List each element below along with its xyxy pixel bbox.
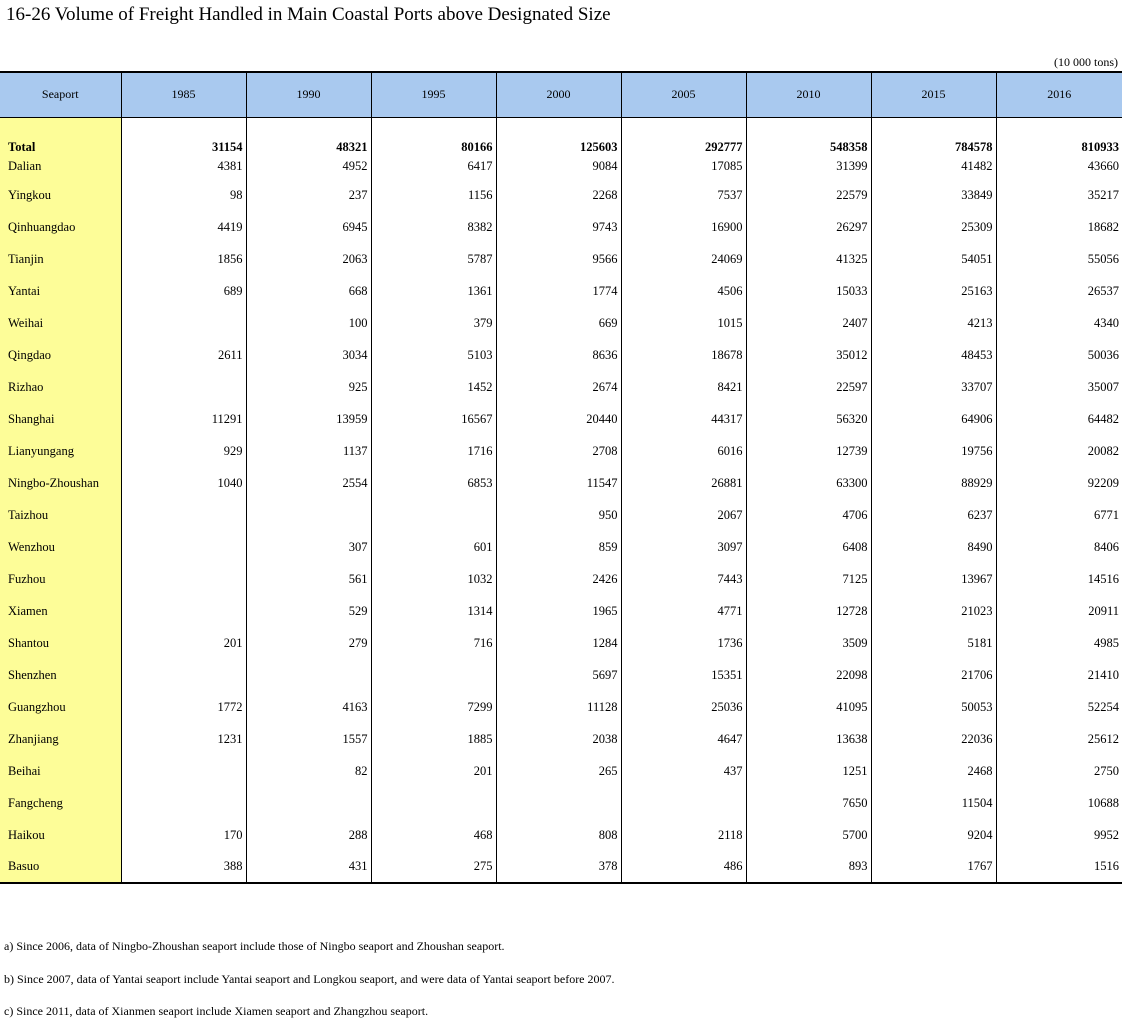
value-cell: 9952 xyxy=(1094,827,1119,842)
spacer-cell xyxy=(871,117,996,139)
value-cell: 859 xyxy=(496,531,621,563)
value-cell: 2611 xyxy=(121,339,246,371)
seaport-name-cell: Tianjin xyxy=(0,243,121,275)
seaport-name-cell: Taizhou xyxy=(0,499,121,531)
value-cell: 8421 xyxy=(621,371,746,403)
value-cell: 22579 xyxy=(746,179,871,211)
value-cell: 950 xyxy=(496,499,621,531)
value-cell xyxy=(246,659,371,691)
table-row xyxy=(0,595,1122,627)
table-row xyxy=(0,851,1122,883)
value-cell: 22597 xyxy=(746,371,871,403)
value-cell: 17085 xyxy=(621,155,746,179)
value-cell: 31154 xyxy=(121,139,246,155)
seaport-name-cell: Yingkou xyxy=(0,179,121,211)
table-row xyxy=(0,403,1122,435)
seaport-name-cell: Yantai xyxy=(0,275,121,307)
value-cell xyxy=(371,499,496,531)
value-cell xyxy=(621,787,746,819)
value-cell xyxy=(371,787,496,819)
seaport-name-cell: Dalian xyxy=(0,155,121,179)
value-cell: 668 xyxy=(246,275,371,307)
table-row xyxy=(0,211,1122,243)
value-cell: 11547 xyxy=(496,467,621,499)
value-cell xyxy=(496,787,621,819)
value-cell: 292777 xyxy=(621,139,746,155)
value-cell: 5700 xyxy=(746,819,871,851)
seaport-name-cell: Beihai xyxy=(0,755,121,787)
table-row xyxy=(0,723,1122,755)
value-cell: 21706 xyxy=(871,659,996,691)
value-cell: 2426 xyxy=(496,563,621,595)
value-cell: 784578 xyxy=(871,139,996,155)
value-cell: 307 xyxy=(246,531,371,563)
value-cell: 548358 xyxy=(746,139,871,155)
value-cell: 63300 xyxy=(746,467,871,499)
value-cell: 7125 xyxy=(746,563,871,595)
value-cell: 14516 xyxy=(1087,571,1119,586)
value-cell: 6771 xyxy=(1094,507,1119,522)
value-cell: 98 xyxy=(121,179,246,211)
value-cell xyxy=(121,531,246,563)
spacer-cell xyxy=(746,117,871,139)
value-cell: 20440 xyxy=(496,403,621,435)
value-cell: 7443 xyxy=(621,563,746,595)
value-cell: 6853 xyxy=(371,467,496,499)
value-cell: 12728 xyxy=(746,595,871,627)
spacer-cell xyxy=(496,117,621,139)
value-cell: 82 xyxy=(246,755,371,787)
value-cell: 25612 xyxy=(1087,731,1119,746)
value-cell: 5103 xyxy=(371,339,496,371)
value-cell: 1040 xyxy=(121,467,246,499)
value-cell: 8406 xyxy=(1094,539,1119,554)
value-cell: 25163 xyxy=(871,275,996,307)
value-cell: 21410 xyxy=(1087,667,1119,682)
value-cell: 4381 xyxy=(121,155,246,179)
value-cell: 20911 xyxy=(1088,603,1119,618)
value-cell: 100 xyxy=(246,307,371,339)
seaport-name-cell: Guangzhou xyxy=(0,691,121,723)
value-cell: 2118 xyxy=(621,819,746,851)
value-cell: 201 xyxy=(371,755,496,787)
value-cell: 26297 xyxy=(746,211,871,243)
value-cell: 4419 xyxy=(121,211,246,243)
value-cell: 50036 xyxy=(1087,347,1119,362)
value-cell: 26881 xyxy=(621,467,746,499)
value-cell: 50053 xyxy=(871,691,996,723)
value-cell: 4706 xyxy=(746,499,871,531)
seaport-name-cell: Ningbo-Zhoushan xyxy=(0,467,121,499)
value-cell: 601 xyxy=(371,531,496,563)
value-cell: 669 xyxy=(496,307,621,339)
value-cell: 41325 xyxy=(746,243,871,275)
value-cell: 1856 xyxy=(121,243,246,275)
value-cell: 9566 xyxy=(496,243,621,275)
value-cell: 2407 xyxy=(746,307,871,339)
value-cell: 1156 xyxy=(371,179,496,211)
value-cell: 1736 xyxy=(621,627,746,659)
value-cell: 5787 xyxy=(371,243,496,275)
value-cell xyxy=(246,787,371,819)
footnote-a: a) Since 2006, data of Ningbo-Zhoushan seaport include those of Ningbo seaport and Zhoushan seaport. xyxy=(4,939,505,953)
value-cell: 1557 xyxy=(246,723,371,755)
seaport-name-cell: Fuzhou xyxy=(0,563,121,595)
value-cell: 925 xyxy=(246,371,371,403)
value-cell xyxy=(121,371,246,403)
value-cell: 64482 xyxy=(1087,411,1119,426)
value-cell: 1516 xyxy=(996,851,1122,883)
spacer-cell xyxy=(371,117,496,139)
value-cell: 8382 xyxy=(371,211,496,243)
value-cell: 9743 xyxy=(496,211,621,243)
seaport-name-cell: Haikou xyxy=(0,819,121,851)
value-cell: 265 xyxy=(496,755,621,787)
value-cell: 11504 xyxy=(871,787,996,819)
value-cell: 2268 xyxy=(496,179,621,211)
table-row xyxy=(0,531,1122,563)
value-cell: 4340 xyxy=(1094,315,1119,330)
table-row xyxy=(0,179,1122,211)
value-cell: 5697 xyxy=(496,659,621,691)
seaport-name-cell: Shantou xyxy=(0,627,121,659)
value-cell: 41095 xyxy=(746,691,871,723)
value-cell: 33707 xyxy=(871,371,996,403)
value-cell: 1231 xyxy=(121,723,246,755)
value-cell: 18682 xyxy=(1087,219,1119,234)
value-cell: 2674 xyxy=(496,371,621,403)
value-cell: 1284 xyxy=(496,627,621,659)
table-body xyxy=(0,117,1122,883)
value-cell: 15351 xyxy=(621,659,746,691)
freight-table xyxy=(0,71,1122,884)
value-cell: 44317 xyxy=(621,403,746,435)
value-cell: 4506 xyxy=(621,275,746,307)
unit-label: (10 000 tons) xyxy=(1054,55,1118,69)
value-cell: 4163 xyxy=(246,691,371,723)
value-cell: 25309 xyxy=(871,211,996,243)
value-cell: 431 xyxy=(246,851,371,883)
column-header-year: 1995 xyxy=(371,72,496,117)
spacer-cell xyxy=(121,117,246,139)
value-cell: 6016 xyxy=(621,435,746,467)
value-cell: 1251 xyxy=(746,755,871,787)
value-cell: 2038 xyxy=(496,723,621,755)
value-cell: 2067 xyxy=(621,499,746,531)
table-row xyxy=(0,755,1122,787)
value-cell: 288 xyxy=(246,819,371,851)
seaport-name-cell: Zhanjiang xyxy=(0,723,121,755)
value-cell: 716 xyxy=(371,627,496,659)
value-cell: 41482 xyxy=(871,155,996,179)
value-cell: 1716 xyxy=(371,435,496,467)
spacer-cell xyxy=(621,117,746,139)
value-cell: 2750 xyxy=(1094,763,1119,778)
value-cell: 80166 xyxy=(371,139,496,155)
value-cell: 486 xyxy=(621,851,746,883)
seaport-name-cell: Qingdao xyxy=(0,339,121,371)
value-cell: 689 xyxy=(121,275,246,307)
value-cell: 125603 xyxy=(496,139,621,155)
value-cell: 561 xyxy=(246,563,371,595)
value-cell: 92209 xyxy=(1087,475,1119,490)
value-cell: 468 xyxy=(371,819,496,851)
table-row xyxy=(0,563,1122,595)
value-cell: 18678 xyxy=(621,339,746,371)
value-cell: 1361 xyxy=(371,275,496,307)
seaport-name-cell: Shanghai xyxy=(0,403,121,435)
column-header-seaport: Seaport xyxy=(0,72,121,117)
value-cell: 1965 xyxy=(496,595,621,627)
value-cell: 6945 xyxy=(246,211,371,243)
value-cell: 1767 xyxy=(871,851,996,883)
value-cell xyxy=(121,499,246,531)
column-header-year: 2015 xyxy=(871,72,996,117)
value-cell: 378 xyxy=(496,851,621,883)
table-row xyxy=(0,467,1122,499)
value-cell: 15033 xyxy=(746,275,871,307)
seaport-name-cell: Basuo xyxy=(0,851,121,883)
value-cell: 9084 xyxy=(496,155,621,179)
seaport-name-cell: Lianyungang xyxy=(0,435,121,467)
value-cell: 810933 xyxy=(1081,140,1119,154)
value-cell: 929 xyxy=(121,435,246,467)
value-cell: 16567 xyxy=(371,403,496,435)
value-cell: 4647 xyxy=(621,723,746,755)
value-cell: 3097 xyxy=(621,531,746,563)
table-row xyxy=(0,435,1122,467)
table-row xyxy=(0,627,1122,659)
value-cell: 24069 xyxy=(621,243,746,275)
value-cell: 5181 xyxy=(871,627,996,659)
column-header-year: 2005 xyxy=(621,72,746,117)
value-cell xyxy=(121,659,246,691)
value-cell: 22036 xyxy=(871,723,996,755)
value-cell: 16900 xyxy=(621,211,746,243)
table-row xyxy=(0,339,1122,371)
value-cell: 2554 xyxy=(246,467,371,499)
value-cell: 55056 xyxy=(1087,251,1119,266)
value-cell: 6237 xyxy=(871,499,996,531)
value-cell: 4213 xyxy=(871,307,996,339)
column-header-year: 1985 xyxy=(121,72,246,117)
footnote-c: c) Since 2011, data of Xianmen seaport include Xiamen seaport and Zhangzhou seaport. xyxy=(4,1004,429,1018)
value-cell: 1137 xyxy=(246,435,371,467)
value-cell: 35012 xyxy=(746,339,871,371)
value-cell: 8490 xyxy=(871,531,996,563)
value-cell: 19756 xyxy=(871,435,996,467)
value-cell: 22098 xyxy=(746,659,871,691)
value-cell: 7299 xyxy=(371,691,496,723)
value-cell: 2468 xyxy=(871,755,996,787)
value-cell: 893 xyxy=(746,851,871,883)
spacer-row xyxy=(0,117,1122,139)
value-cell: 1452 xyxy=(371,371,496,403)
value-cell: 1772 xyxy=(121,691,246,723)
value-cell: 35217 xyxy=(1087,187,1119,202)
value-cell: 2708 xyxy=(496,435,621,467)
column-header-year: 1990 xyxy=(246,72,371,117)
value-cell: 48321 xyxy=(246,139,371,155)
value-cell xyxy=(246,499,371,531)
value-cell: 35007 xyxy=(1087,379,1119,394)
seaport-name-cell: Fangcheng xyxy=(0,787,121,819)
value-cell: 11291 xyxy=(121,403,246,435)
value-cell: 11128 xyxy=(496,691,621,723)
value-cell: 437 xyxy=(621,755,746,787)
value-cell: 21023 xyxy=(871,595,996,627)
table-header-row xyxy=(0,72,1122,117)
value-cell xyxy=(121,307,246,339)
value-cell: 4952 xyxy=(246,155,371,179)
value-cell: 2063 xyxy=(246,243,371,275)
value-cell: 64906 xyxy=(871,403,996,435)
value-cell: 48453 xyxy=(871,339,996,371)
spacer-cell xyxy=(996,117,1122,139)
value-cell: 8636 xyxy=(496,339,621,371)
table-row xyxy=(0,275,1122,307)
value-cell: 3509 xyxy=(746,627,871,659)
value-cell: 4771 xyxy=(621,595,746,627)
value-cell: 25036 xyxy=(621,691,746,723)
value-cell: 33849 xyxy=(871,179,996,211)
value-cell: 12739 xyxy=(746,435,871,467)
value-cell: 13959 xyxy=(246,403,371,435)
total-row xyxy=(0,139,1122,155)
value-cell: 9204 xyxy=(871,819,996,851)
value-cell: 54051 xyxy=(871,243,996,275)
value-cell: 20082 xyxy=(1087,443,1119,458)
value-cell: 26537 xyxy=(1087,283,1119,298)
table-row xyxy=(0,659,1122,691)
seaport-name-cell: Wenzhou xyxy=(0,531,121,563)
value-cell: 808 xyxy=(496,819,621,851)
column-header-year: 2010 xyxy=(746,72,871,117)
spacer-cell xyxy=(246,117,371,139)
value-cell: 1015 xyxy=(621,307,746,339)
value-cell: 1774 xyxy=(496,275,621,307)
page-title: 16-26 Volume of Freight Handled in Main Coastal Ports above Designated Size xyxy=(6,4,611,25)
column-header-year: 2000 xyxy=(496,72,621,117)
value-cell: 6408 xyxy=(746,531,871,563)
value-cell: 237 xyxy=(246,179,371,211)
value-cell: 43660 xyxy=(1087,159,1119,173)
value-cell: 13967 xyxy=(871,563,996,595)
value-cell: 1032 xyxy=(371,563,496,595)
value-cell: 31399 xyxy=(746,155,871,179)
table-row xyxy=(0,307,1122,339)
value-cell: 56320 xyxy=(746,403,871,435)
value-cell: 7650 xyxy=(746,787,871,819)
seaport-name-cell: Rizhao xyxy=(0,371,121,403)
value-cell: 379 xyxy=(371,307,496,339)
table-row xyxy=(0,243,1122,275)
seaport-name-cell: Total xyxy=(0,139,121,155)
column-header-year: 2016 xyxy=(996,72,1122,117)
value-cell: 1314 xyxy=(371,595,496,627)
value-cell: 275 xyxy=(371,851,496,883)
value-cell: 6417 xyxy=(371,155,496,179)
value-cell: 13638 xyxy=(746,723,871,755)
table-row xyxy=(0,691,1122,723)
value-cell xyxy=(121,563,246,595)
value-cell: 4985 xyxy=(1094,635,1119,650)
seaport-name-cell: Qinhuangdao xyxy=(0,211,121,243)
table-row xyxy=(0,155,1122,179)
table-row xyxy=(0,819,1122,851)
value-cell: 52254 xyxy=(1087,699,1119,714)
table-row xyxy=(0,371,1122,403)
footnote-b: b) Since 2007, data of Yantai seaport include Yantai seaport and Longkou seaport, and were data of Yantai seaport before 2007. xyxy=(4,972,615,986)
value-cell: 170 xyxy=(121,819,246,851)
table-row xyxy=(0,787,1122,819)
value-cell: 1885 xyxy=(371,723,496,755)
value-cell: 3034 xyxy=(246,339,371,371)
value-cell: 88929 xyxy=(871,467,996,499)
value-cell: 10688 xyxy=(1087,795,1119,810)
value-cell: 7537 xyxy=(621,179,746,211)
seaport-name-cell: Xiamen xyxy=(0,595,121,627)
value-cell xyxy=(121,595,246,627)
value-cell: 201 xyxy=(121,627,246,659)
value-cell xyxy=(121,755,246,787)
seaport-name-cell: Weihai xyxy=(0,307,121,339)
value-cell: 388 xyxy=(121,851,246,883)
value-cell xyxy=(121,787,246,819)
seaport-name-cell: Shenzhen xyxy=(0,659,121,691)
spacer-cell xyxy=(0,117,121,139)
value-cell: 279 xyxy=(246,627,371,659)
table-row xyxy=(0,499,1122,531)
value-cell: 529 xyxy=(246,595,371,627)
value-cell xyxy=(371,659,496,691)
